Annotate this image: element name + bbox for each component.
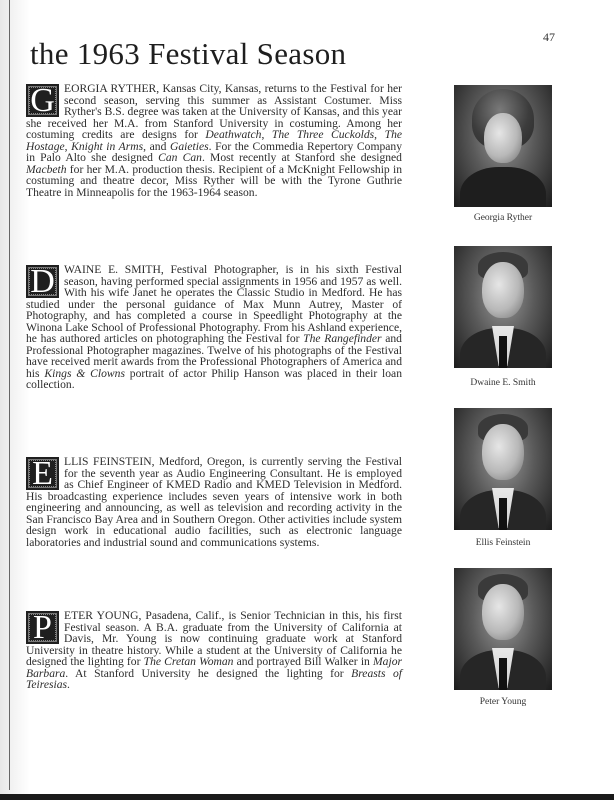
portrait-shoulders [460, 167, 546, 207]
bio-text: G EORGIA RYTHER, Kansas City, Kansas, returns to the Festival for her second season, serving this summer as Assistant Costumer. Miss Ryther's B.S. degree was taken at the University of Kansas, and this year she received her M.A. from Stanford University in costuming. Among her costuming credits are designs for Deathwatch, The Three Cuckolds, The Hostage, Knight in Arms, and Gaieties. For the Commedia Repertory Company in Palo Alto she designed Can Can. Most recently at Stanford she designed Macbeth for her M.A. production thesis. Recipient of a McKnight Fellowship in costuming and theatre decor, Miss Ryther will be with the Tyrone Guthrie Theatre in Minneapolis for the 1963-1964 season. [26, 82, 403, 199]
dropcap-letter: D [26, 265, 59, 298]
play-title: The Hostage [26, 128, 403, 153]
page-number: 47 [543, 30, 555, 44]
play-title: Can Can [158, 151, 202, 164]
publication-title: The Rangefinder [303, 332, 382, 345]
play-title: The Three Cuckolds [271, 128, 375, 141]
photo-caption: Ellis Feinstein [475, 538, 531, 548]
bio-ellis-feinstein [26, 456, 402, 548]
portrait-tie [499, 658, 507, 690]
bio-dwaine-smith [26, 264, 402, 391]
portrait-face [484, 113, 522, 163]
play-title: Gaieties [169, 139, 209, 153]
portrait-photo-georgia-ryther [454, 85, 552, 207]
bio-text: P ETER YOUNG, Pasadena, Calif., is Senior Technician in this, his first Festival season. A B.A. graduate from the University of California at Davis, Mr. Young is now continuing graduate work at Stanford University in theatre history. While a student at the University of California he designed the lighting for The Cretan Woman and portrayed Bill Walker in Major Barbara. At Stanford University he designed the lighting for Breasts of Teiresias. [26, 609, 402, 691]
page-title: the 1963 Festival Season [30, 36, 347, 71]
scan-bottom-edge [0, 794, 614, 800]
portrait-face [482, 584, 524, 640]
play-title: Breasts of Teiresias [26, 666, 402, 691]
bio-georgia-ryther [26, 83, 402, 198]
dropcap-letter: P [26, 611, 59, 644]
dropcap-letter: G [26, 84, 59, 117]
play-title: Deathwatch [205, 128, 262, 141]
portrait-face [482, 424, 524, 480]
portrait-photo-ellis-feinstein [454, 408, 552, 530]
bio-peter-young [26, 610, 402, 691]
portrait-tie [499, 336, 507, 368]
play-title: Major Barbara [26, 655, 402, 680]
page-binding-edge [9, 0, 10, 790]
portrait-face [482, 262, 524, 318]
work-title: Kings & Clowns [44, 366, 125, 380]
photo-caption: Dwaine E. Smith [470, 378, 536, 388]
photo-caption: Georgia Ryther [473, 213, 533, 223]
bio-text: D WAINE E. SMITH, Festival Photographer, is in his sixth Festival season, having performed special assignments in 1956 and 1957 as well. With his wife Janet he operates the Classic Studio in Medford. He has studied under the personal guidance of Max Munn Autrey, Master of Photography, and has completed a course in Speedlight Photography at the Winona Lake School of Professional Photography. From his Ashland experience, he has authored articles on photographing the Festival for The Rangefinder and Professional Photographer magazines. Twelve of his photographs of the Festival have received merit awards from the Professional Photographers of America and his Kings & Clowns portrait of actor Philip Hanson was placed in their loan collection. [26, 263, 402, 391]
play-title: Macbeth [26, 162, 67, 176]
portrait-photo-peter-young [454, 568, 552, 690]
portrait-photo-dwaine-smith [454, 246, 552, 368]
play-title: Knight in Arms [71, 139, 144, 153]
portrait-tie [499, 498, 507, 530]
play-title: The Cretan Woman [143, 655, 234, 668]
photo-caption: Peter Young [479, 697, 527, 707]
dropcap-letter: E [26, 457, 59, 490]
bio-text: E LLIS FEINSTEIN, Medford, Oregon, is currently serving the Festival for the seventh year as Audio Engineering Consultant. He is employed as Chief Engineer of KMED Radio and KMED Television in Medford. His broadcasting experience includes seven years of intensive work in both engineering and announcing, as well as television and recording activity in the San Francisco Bay Area and in Southern Oregon. Other activities include system design work in educational audio facilities, such as electronic language laboratories and industrial sound and communications systems. [26, 455, 402, 549]
